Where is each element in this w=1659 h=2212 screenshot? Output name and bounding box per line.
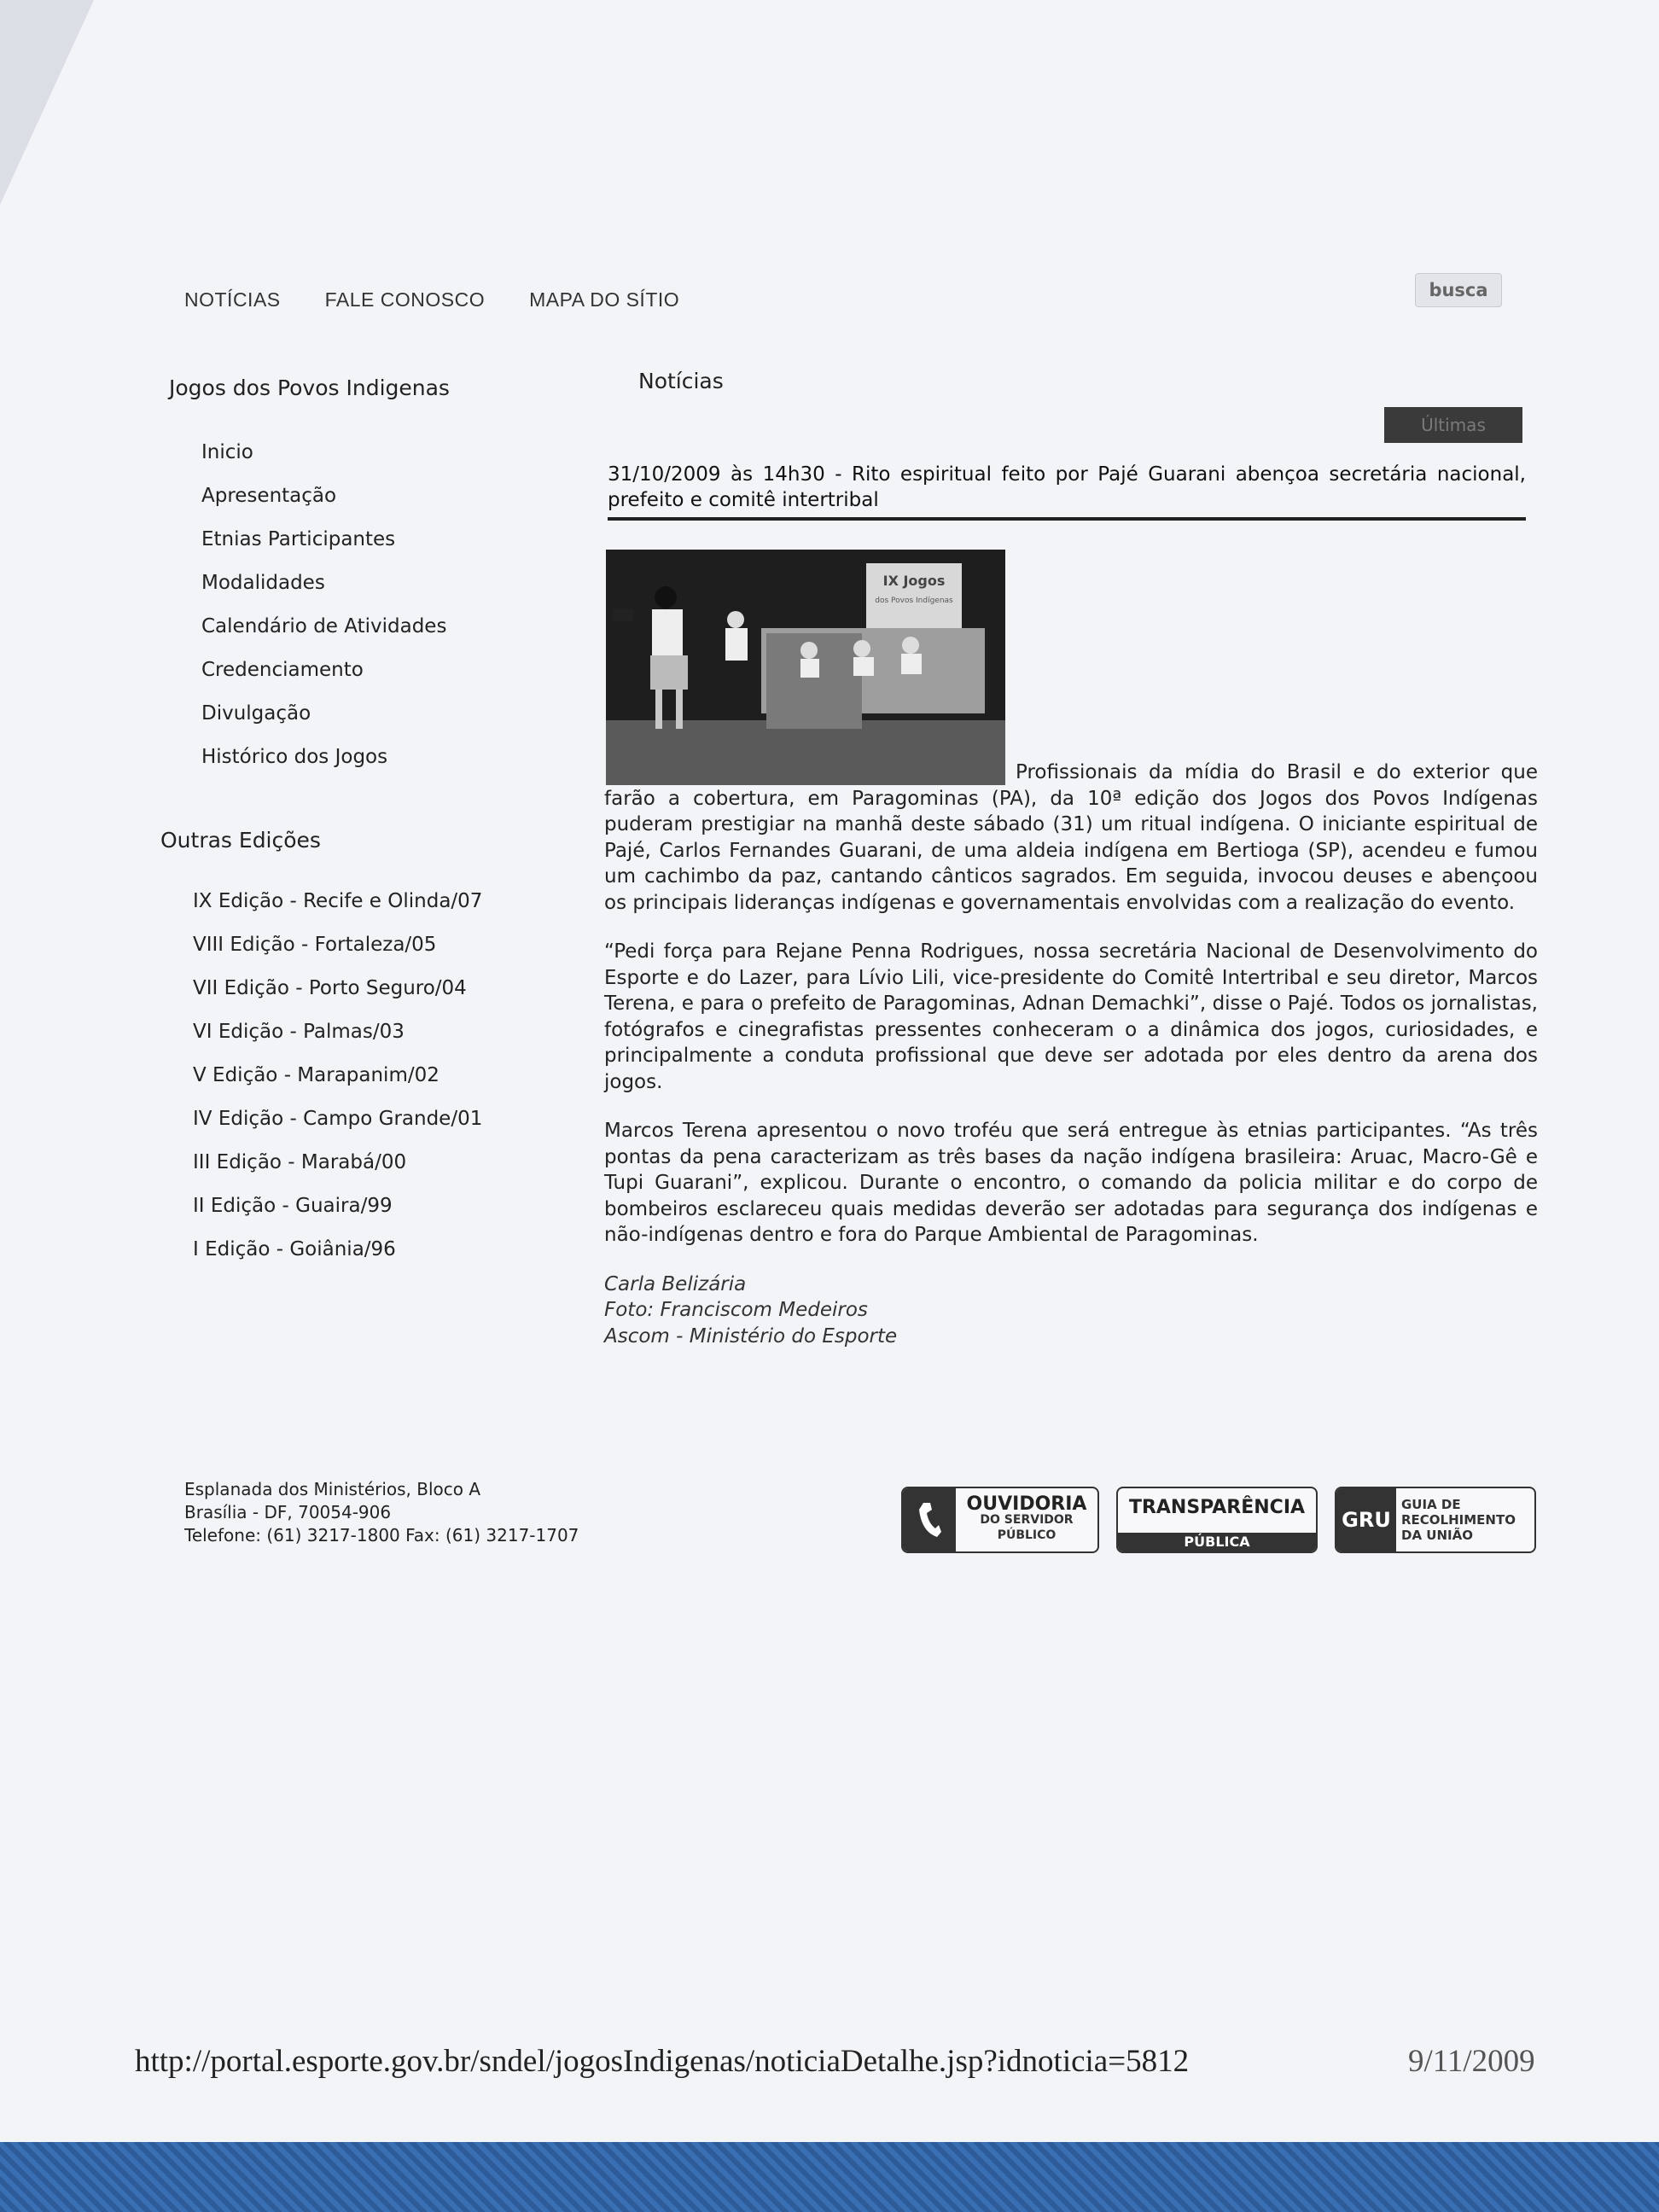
article-paragraph: “Pedi força para Rejane Penna Rodrigues, nossa secretária Nacional de Desenvolvimento do Esporte e do Lazer, para Lívio Lili, vice-presidente do Comitê Intertribal e seu diretor, Marcos Terena, e para o prefeito de Paragominas, Adnan Demachki”, disse o Pajé. Todos os jornalistas, fotógrafos e cinegrafistas pressentes conheceram o a dinâmica dos jogos, curiosidades, e principalmente a conduta profissional que deve ser adotada por eles dentro da arena dos jogos. — [604, 940, 1538, 1093]
photo-spacer — [604, 760, 1016, 785]
gru-badge[interactable] — [1335, 1487, 1536, 1553]
sidebar-item-inicio[interactable]: Inicio — [201, 441, 253, 463]
edition-link[interactable]: III Edição - Marabá/00 — [193, 1151, 407, 1173]
ouvidoria-subtitle: DO SERVIDOR — [980, 1513, 1074, 1527]
top-navigation — [184, 288, 679, 311]
photo-credit: Foto: Franciscom Medeiros — [604, 1299, 868, 1321]
editions-title: Outras Edições — [160, 828, 321, 853]
photo-banner-title: IX Jogos — [882, 573, 946, 589]
sidebar-title: Jogos dos Povos Indigenas — [169, 375, 450, 400]
edition-link[interactable]: VI Edição - Palmas/03 — [193, 1021, 405, 1043]
print-date: 9/11/2009 — [1408, 2044, 1535, 2079]
footer-address — [184, 1478, 579, 1547]
sidebar-item-divulgacao[interactable]: Divulgação — [201, 702, 311, 725]
news-headline: 31/10/2009 às 14h30 - Rito espiritual feito por Pajé Guarani abençoa secretária nacional, prefeito e comitê intertribal — [608, 463, 1526, 521]
print-url: http://portal.esporte.gov.br/sndel/jogosIndigenas/noticiaDetalhe.jsp?idnoticia=5812 — [135, 2044, 1190, 2079]
sidebar-item-etnias[interactable]: Etnias Participantes — [201, 528, 396, 550]
editions-menu — [193, 890, 482, 1282]
latest-news-button[interactable]: Últimas — [1384, 407, 1522, 443]
article-signature — [604, 1272, 1538, 1350]
edition-link[interactable]: II Edição - Guaira/99 — [193, 1195, 393, 1217]
edition-link[interactable]: V Edição - Marapanim/02 — [193, 1064, 439, 1086]
press-office: Ascom - Ministério do Esporte — [604, 1324, 898, 1348]
background-fabric — [0, 2142, 1659, 2212]
search-button[interactable]: busca — [1415, 273, 1502, 307]
sidebar-menu — [201, 441, 446, 789]
transparencia-badge[interactable] — [1116, 1487, 1318, 1553]
news-photo — [606, 550, 1005, 785]
article-paragraph: Marcos Terena apresentou o novo troféu que será entregue às etnias participantes. “As três pontas da pena caracterizam as três bases da nação indígena brasileira: Aruac, Macro-Gê e Tupi Guarani”, explicou. Durante o encontro, o comando da policia militar e do corpo de bombeiros esclareceu quais medidas deverão ser adotadas para segurança dos indígenas e não-indígenas dentro e fora do Parque Ambiental de Paragominas. — [604, 1120, 1538, 1246]
sidebar-item-calendario[interactable]: Calendário de Atividades — [201, 615, 447, 637]
edition-link[interactable]: VII Edição - Porto Seguro/04 — [193, 977, 467, 999]
news-section-title: Notícias — [638, 369, 724, 393]
transparencia-title: TRANSPARÊNCIA — [1128, 1497, 1306, 1518]
footer-badges — [901, 1487, 1536, 1553]
gru-logo: GRU — [1336, 1488, 1396, 1551]
news-article — [604, 760, 1538, 1349]
gru-line: DA UNIÃO — [1401, 1528, 1473, 1543]
edition-link[interactable]: VIII Edição - Fortaleza/05 — [193, 934, 437, 956]
ouvidoria-subtitle-2: PÚBLICO — [997, 1528, 1057, 1542]
sidebar-item-credenciamento[interactable]: Credenciamento — [201, 659, 364, 681]
ritual-photo-illustration — [606, 550, 1005, 785]
sidebar-item-apresentacao[interactable]: Apresentação — [201, 485, 337, 507]
address-line: Esplanada dos Ministérios, Bloco A — [184, 1479, 481, 1499]
sidebar-item-historico[interactable]: Histórico dos Jogos — [201, 746, 388, 768]
edition-link[interactable]: I Edição - Goiânia/96 — [193, 1238, 396, 1260]
transparencia-subtitle: PÚBLICA — [1118, 1533, 1316, 1551]
nav-noticias[interactable]: NOTÍCIAS — [184, 288, 281, 311]
gru-line: GUIA DE — [1401, 1497, 1461, 1512]
nav-fale-conosco[interactable]: FALE CONOSCO — [324, 288, 486, 311]
author-name: Carla Belizária — [604, 1272, 747, 1295]
nav-mapa-do-sitio[interactable]: MAPA DO SÍTIO — [529, 288, 680, 311]
edition-link[interactable]: IX Edição - Recife e Olinda/07 — [193, 890, 483, 912]
ouvidoria-badge[interactable] — [901, 1487, 1099, 1553]
page-fold — [0, 0, 94, 205]
ouvidoria-title: OUVIDORIA — [966, 1493, 1087, 1515]
gru-line: RECOLHIMENTO — [1401, 1512, 1516, 1528]
phone-icon — [903, 1488, 956, 1551]
photo-banner-subtitle: dos Povos Indígenas — [875, 597, 953, 605]
contact-line: Telefone: (61) 3217-1800 Fax: (61) 3217-1707 — [184, 1525, 579, 1545]
edition-link[interactable]: IV Edição - Campo Grande/01 — [193, 1108, 483, 1130]
sidebar-item-modalidades[interactable]: Modalidades — [201, 572, 325, 594]
address-line: Brasília - DF, 70054-906 — [184, 1502, 392, 1522]
article-paragraph: Profissionais da mídia do Brasil e do exterior que farão a cobertura, em Paragominas (PA), da 10ª edição dos Jogos dos Povos Indígenas puderam prestigiar na manhã deste sábado (31) um ritual indígena. O iniciante espiritual de Pajé, Carlos Fernandes Guarani, de uma aldeia indígena em Bertioga (SP), acendeu e fumou um cachimbo da paz, cantando cânticos sagrados. Em seguida, invocou deuses e abençoou os principais lideranças indígenas e governamentais envolvidas com a realização do evento. — [604, 761, 1538, 914]
